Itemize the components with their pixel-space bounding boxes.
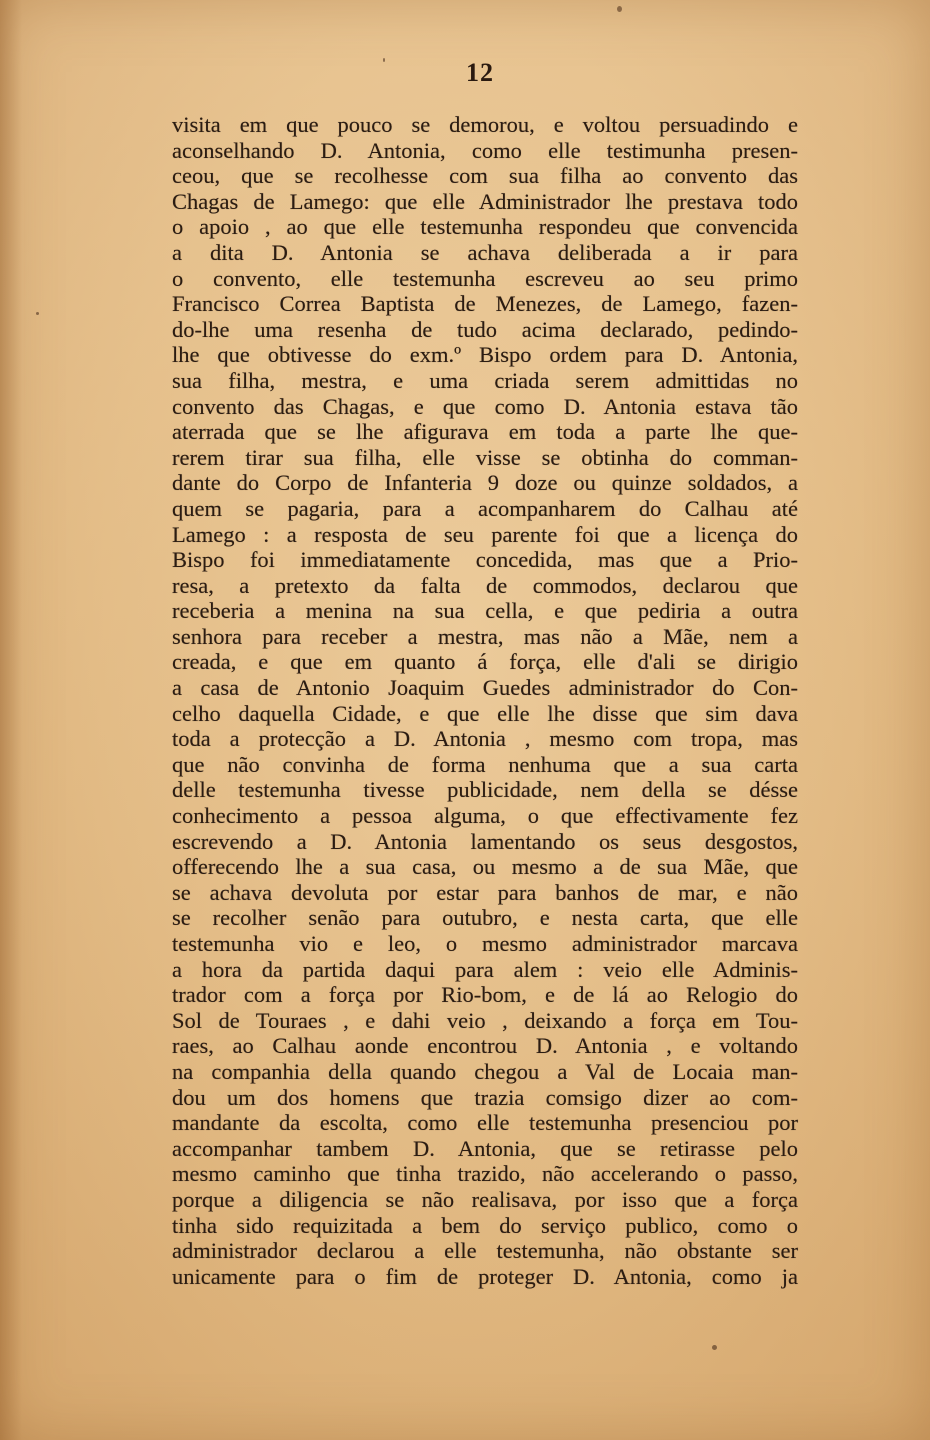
- text-line: accompanhar tambem D. Antonia, que se retirasse pelo: [172, 1135, 798, 1161]
- text-line: na companhia della quando chegou a Val de Locaia man-: [172, 1058, 798, 1084]
- text-line: tinha sido requizitada a bem do serviço publico, como o: [172, 1212, 798, 1238]
- text-line: creada, e que em quanto á força, elle d'ali se dirigio: [172, 649, 798, 675]
- text-line: lhe que obtivesse do exm.º Bispo ordem para D. Antonia,: [172, 342, 798, 368]
- text-line: Lamego : a resposta de seu parente foi que a licença do: [172, 521, 798, 547]
- text-line: Francisco Correa Baptista de Menezes, de Lamego, fazen-: [172, 291, 798, 317]
- text-line: senhora para receber a mestra, mas não a Mãe, nem a: [172, 623, 798, 649]
- text-line: se achava devoluta por estar para banhos de mar, e não: [172, 879, 798, 905]
- text-line: testemunha vio e leo, o mesmo administrador marcava: [172, 931, 798, 956]
- text-line: porque a diligencia se não realisava, por isso que a força: [172, 1186, 798, 1212]
- text-line: se recolher senão para outubro, e nesta carta, que elle: [172, 905, 798, 931]
- text-line: a dita D. Antonia se achava deliberada a ir para: [172, 239, 798, 265]
- text-line: quem se pagaria, para a acompanharem do Calhau até: [172, 495, 798, 521]
- text-line: ceou, que se recolhesse com sua filha ao convento das: [172, 163, 798, 189]
- text-line: raes, ao Calhau aonde encontrou D. Antonia , e voltando: [172, 1033, 798, 1059]
- text-line: rerem tirar sua filha, elle visse se obtinha do comman-: [172, 444, 798, 470]
- page-fold-shadow: [0, 0, 22, 1440]
- text-line: aterrada que se lhe afigurava em toda a parte lhe que-: [172, 419, 798, 445]
- text-line: conhecimento a pessoa alguma, o que effectivamente fez: [172, 803, 798, 829]
- text-line: offerecendo lhe a sua casa, ou mesmo a de sua Mãe, que: [172, 854, 798, 880]
- ink-speck: [617, 6, 622, 12]
- ink-speck: [36, 312, 39, 315]
- ink-speck: [383, 58, 385, 62]
- text-line: Chagas de Lamego: que elle Administrador lhe prestava todo: [172, 188, 798, 214]
- text-line: dante do Corpo de Infanteria 9 doze ou quinze soldados, a: [172, 470, 798, 496]
- body-text: [172, 112, 798, 1289]
- text-line: o apoio , ao que elle testemunha respondeu que convencida: [172, 214, 798, 240]
- text-line: convento das Chagas, e que como D. Antonia estava tão: [172, 393, 798, 419]
- page-number: 12: [466, 58, 494, 87]
- text-line: do-lhe uma resenha de tudo acima declarado, pedindo-: [172, 316, 798, 342]
- text-line: trador com a força por Rio-bom, e de lá ao Relogio do: [172, 982, 798, 1008]
- text-line: unicamente para o fim de proteger D. Antonia, como ja: [172, 1263, 798, 1289]
- text-line: aconselhando D. Antonia, como elle testimunha presen-: [172, 137, 798, 163]
- text-line: o convento, elle testemunha escreveu ao seu primo: [172, 265, 798, 291]
- text-line: receberia a menina na sua cella, e que pediria a outra: [172, 598, 798, 624]
- text-line: mesmo caminho que tinha trazido, não accelerando o passo,: [172, 1161, 798, 1187]
- text-line: delle testemunha tivesse publicidade, nem della se désse: [172, 777, 798, 803]
- text-line: Bispo foi immediatamente concedida, mas que a Prio-: [172, 547, 798, 573]
- text-line: dou um dos homens que trazia comsigo dizer ao com-: [172, 1084, 798, 1110]
- text-line: administrador declarou a elle testemunha, não obstante ser: [172, 1238, 798, 1264]
- text-line: celho daquella Cidade, e que elle lhe disse que sim dava: [172, 700, 798, 726]
- text-line: a casa de Antonio Joaquim Guedes administrador do Con-: [172, 675, 798, 701]
- text-line: sua filha, mestra, e uma criada serem admittidas no: [172, 367, 798, 393]
- text-line: visita em que pouco se demorou, e voltou persuadindo e: [172, 112, 798, 137]
- text-line: que não convinha de forma nenhuma que a sua carta: [172, 751, 798, 777]
- text-line: resa, a pretexto da falta de commodos, declarou que: [172, 572, 798, 598]
- text-line: Sol de Touraes , e dahi veio , deixando a força em Tou-: [172, 1007, 798, 1033]
- text-line: mandante da escolta, como elle testemunha presenciou por: [172, 1110, 798, 1136]
- text-line: toda a protecção a D. Antonia , mesmo com tropa, mas: [172, 726, 798, 752]
- ink-speck: [712, 1345, 717, 1350]
- text-line: escrevendo a D. Antonia lamentando os seus desgostos,: [172, 828, 798, 854]
- text-line: a hora da partida daqui para alem : veio elle Adminis-: [172, 956, 798, 982]
